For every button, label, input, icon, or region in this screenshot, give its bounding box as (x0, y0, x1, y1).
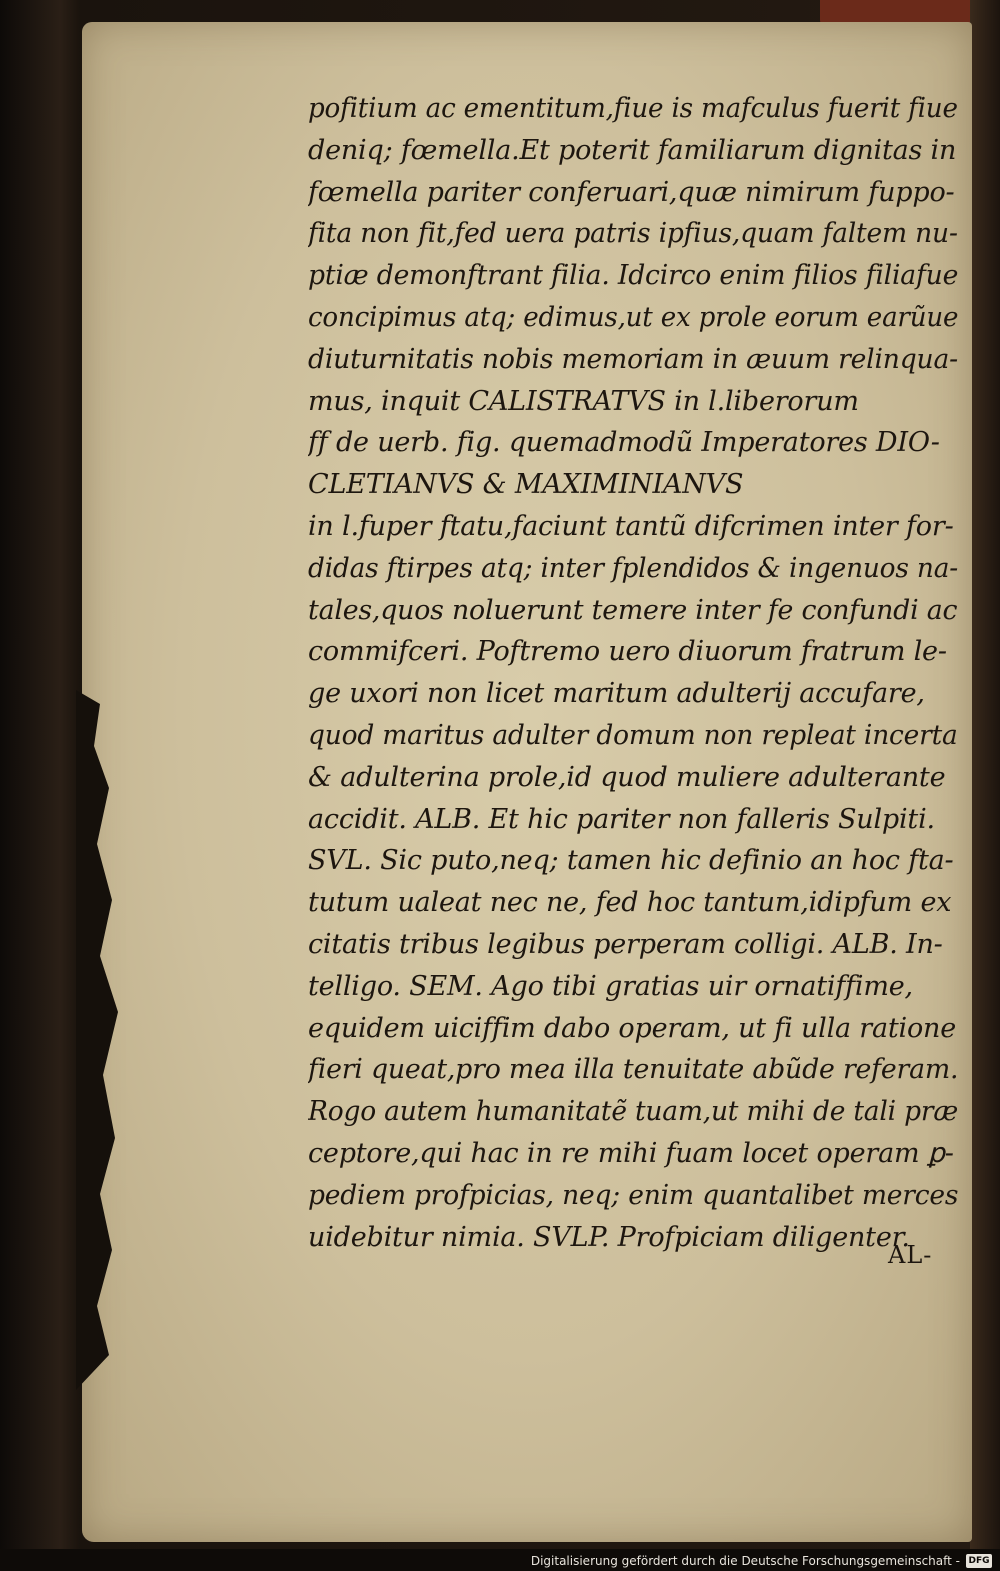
text-line: ff de uerb. fig. quemadmodũ Imperatores DIO- (308, 427, 940, 459)
text-line: mus, inquit CALISTRATVS in l.liberorum (308, 385, 859, 417)
footer-bar (0, 1549, 1000, 1571)
text-line: ge uxori non licet maritum adulterij accufare, (308, 678, 925, 710)
catchword: AL- (888, 1241, 933, 1269)
text-line: diuturnitatis nobis memoriam in æuum relinqua- (308, 343, 958, 375)
footer-credit: Digitalisierung gefördert durch die Deutsche Forschungsgemeinschaft - (530, 1554, 960, 1568)
text-line: CLETIANVS & MAXIMINIANVS (308, 469, 744, 501)
text-line: tutum ualeat nec ne, fed hoc tantum,idipfum ex (308, 887, 952, 919)
text-line: Rogo autem humanitatẽ tuam,ut mihi de tali præ (308, 1096, 958, 1128)
book-spine (970, 0, 1000, 1571)
text-line: quod maritus adulter domum non repleat incerta (308, 719, 958, 751)
text-line: uidebitur nimia. SVLP. Profpiciam diligenter. (308, 1221, 910, 1253)
text-line: equidem uiciffim dabo operam, ut fi ulla ratione (308, 1012, 956, 1044)
text-line: pofitium ac ementitum,fiue is mafculus fuerit fiue (308, 93, 958, 124)
text-line: in l.fuper ftatu,faciunt tantũ difcrimen inter for- (308, 510, 954, 542)
page-text-block (308, 88, 958, 1258)
text-line: SVL. Sic puto,neq; tamen hic definio an hoc fta- (308, 845, 954, 877)
text-line: & adulterina prole,id quod muliere adulterante (308, 761, 946, 793)
text-line: pediem profpicias, neq; enim quantalibet merces (308, 1179, 959, 1211)
text-line: ptiæ demonftrant filia. Idcirco enim filios filiafue (308, 260, 958, 292)
text-line: fieri queat,pro mea illa tenuitate abũde referam. (308, 1054, 959, 1086)
text-line: commifceri. Poftremo uero diuorum fratrum le- (308, 636, 947, 668)
text-line: fita non fit,fed uera patris ipfius,quam faltem nu- (308, 218, 958, 250)
text-line: didas ftirpes atq; inter fplendidos & ingenuos na- (308, 552, 958, 584)
dfg-logo: DFG (966, 1554, 992, 1568)
text-line: accidit. ALB. Et hic pariter non falleris Sulpiti. (308, 803, 935, 835)
text-line: telligo. SEM. Ago tibi gratias uir ornatiffime, (308, 970, 913, 1002)
text-line: tales,quos noluerunt temere inter fe confundi ac (308, 594, 958, 626)
text-line: concipimus atq; edimus,ut ex prole eorum earũue (308, 301, 958, 333)
text-line: fœmella pariter conferuari,quæ nimirum fuppo- (308, 176, 955, 208)
text-line: ceptore,qui hac in re mihi fuam locet operam ꝑ- (308, 1137, 954, 1169)
text-line: deniq; fœmella.Et poterit familiarum dignitas in (308, 134, 957, 166)
text-line: citatis tribus legibus perperam colligi. ALB. In- (308, 928, 943, 960)
